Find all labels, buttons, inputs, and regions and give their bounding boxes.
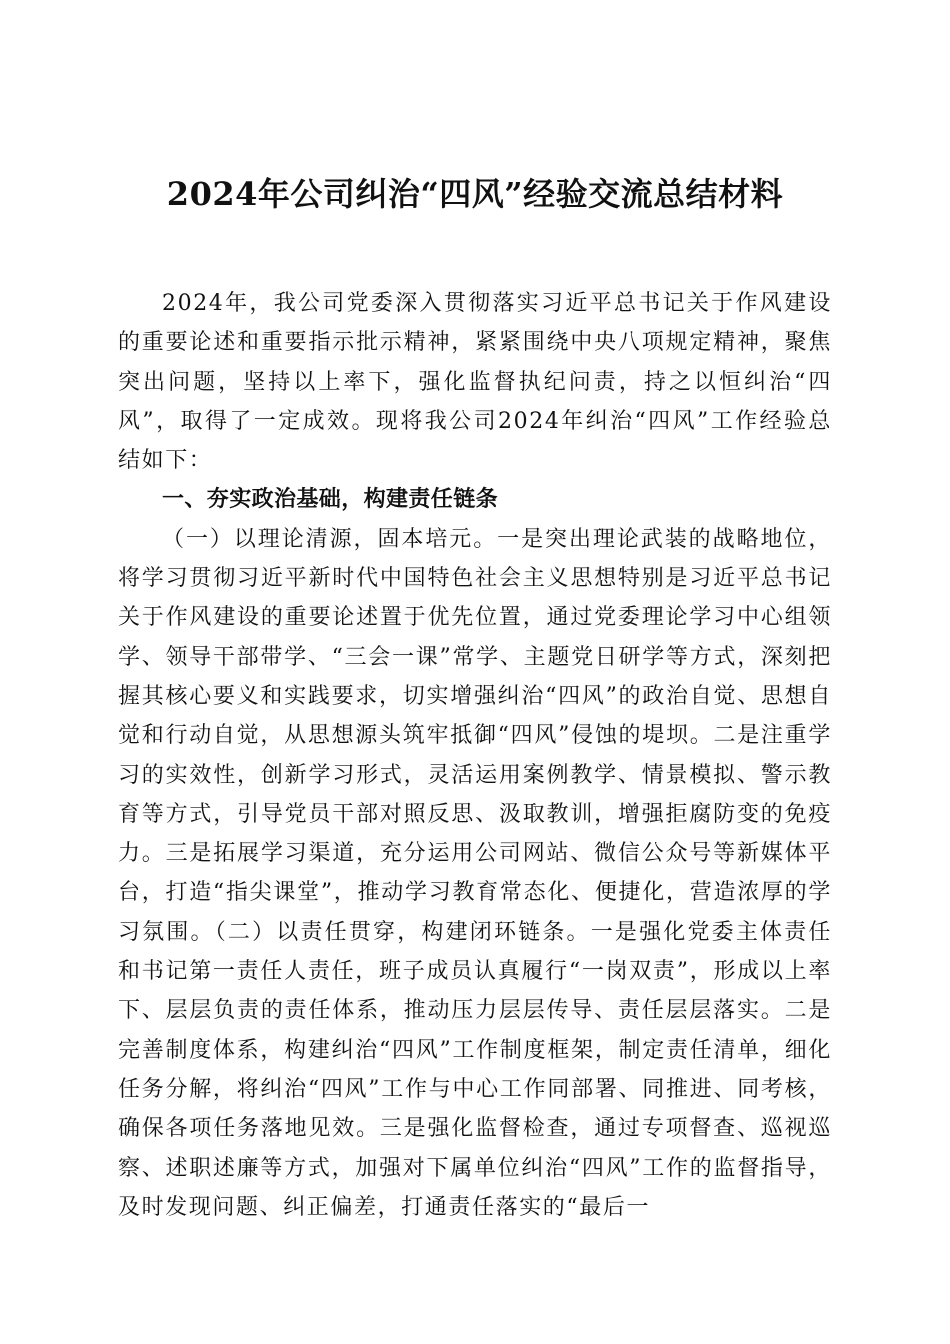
document-body (118, 284, 832, 1227)
intro-paragraph: 2024年，我公司党委深入贯彻落实习近平总书记关于作风建设的重要论述和重要指示批示精神，紧紧围绕中央八项规定精神，聚焦突出问题，坚持以上率下，强化监督执纪问责，持之以恒纠治“四风”，取得了一定成效。现将我公司2024年纠治“四风”工作经验总结如下： (118, 291, 832, 474)
section-1-paragraph: （一）以理论清源，固本培元。一是突出理论武装的战略地位，将学习贯彻习近平新时代中国特色社会主义思想特别是习近平总书记关于作风建设的重要论述置于优先位置，通过党委理论学习中心组领学、领导干部带学、“三会一课”常学、主题党日研学等方式，深刻把握其核心要义和实践要求，切实增强纠治“四风”的政治自觉、思想自觉和行动自觉，从思想源头筑牢抵御“四风”侵蚀的堤坝。二是注重学习的实效性，创新学习形式，灵活运用案例教学、情景模拟、警示教育等方式，引导党员干部对照反思、汲取教训，增强拒腐防变的免疫力。三是拓展学习渠道，充分运用公司网站、微信公众号等新媒体平台，打造“指尖课堂”，推动学习教育常态化、便捷化，营造浓厚的学习氛围。（二）以责任贯穿，构建闭环链条。一是强化党委主体责任和书记第一责任人责任，班子成员认真履行“一岗双责”，形成以上率下、层层负责的责任体系，推动压力层层传导、责任层层落实。二是完善制度体系，构建纠治“四风”工作制度框架，制定责任清单，细化任务分解，将纠治“四风”工作与中心工作同部署、同推进、同考核，确保各项任务落地见效。三是强化监督检查，通过专项督查、巡视巡察、述职述廉等方式，加强对下属单位纠治“四风”工作的监督指导，及时发现问题、纠正偏差，打通责任落实的“最后一 (118, 526, 832, 1220)
document-title: 2024年公司纠治“四风”经验交流总结材料 (166, 175, 784, 213)
section-heading-1: 一、夯实政治基础，构建责任链条 (162, 487, 499, 513)
